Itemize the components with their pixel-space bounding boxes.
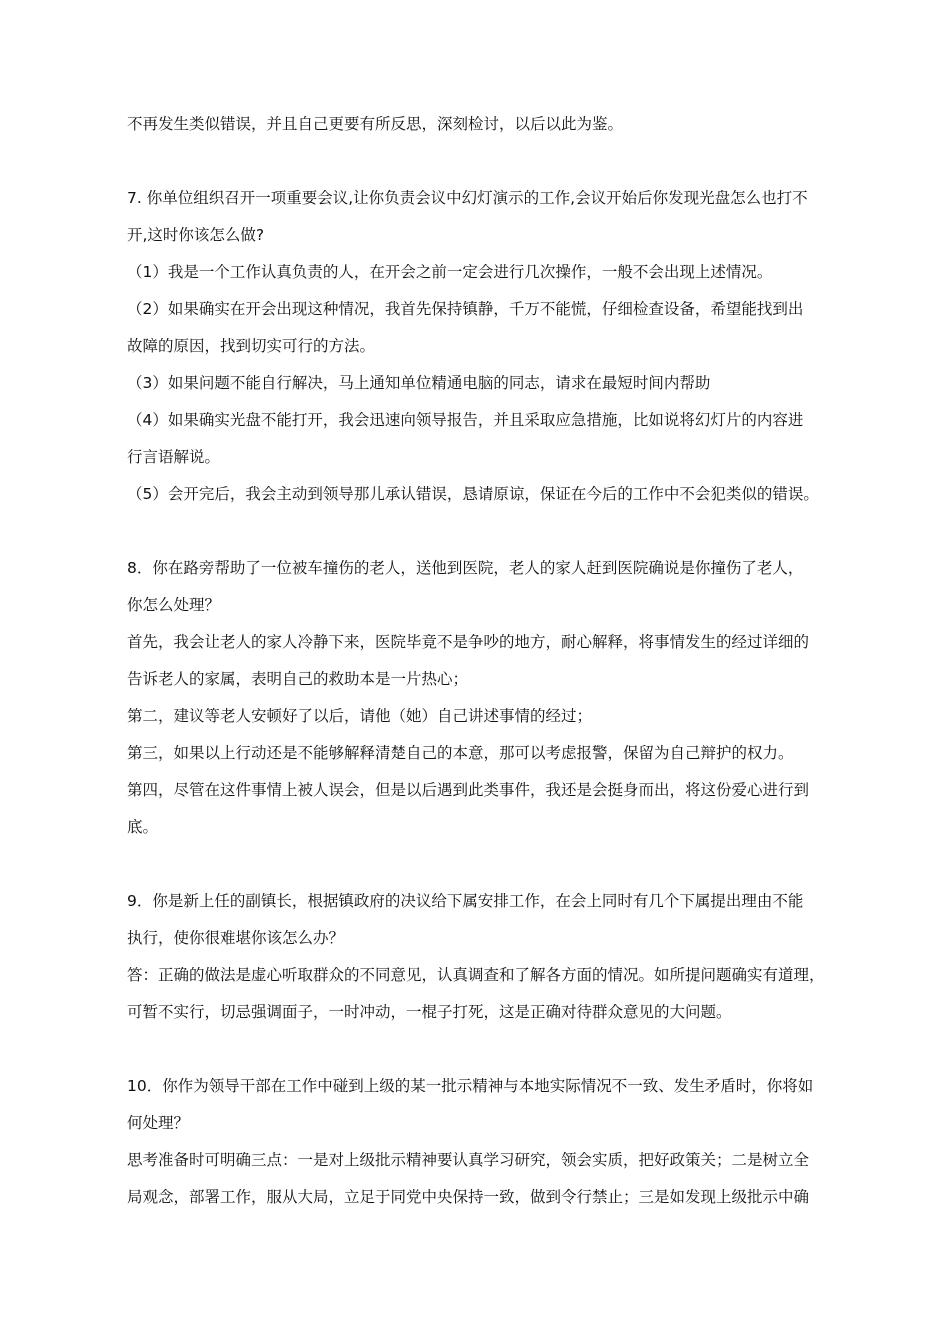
paragraph-gap <box>127 846 863 883</box>
question-line: 9．你是新上任的副镇长，根据镇政府的决议给下属安排工作，在会上同时有几个下属提出理由不能 <box>127 892 804 910</box>
question-line: 10．你作为领导干部在工作中碰到上级的某一批示精神与本地实际情况不一致、发生矛盾时，你将如 <box>127 1077 814 1095</box>
answer-line: 告诉老人的家属，表明自己的救助本是一片热心； <box>127 670 469 688</box>
section-question-7 <box>127 180 863 513</box>
question-line: 8．你在路旁帮助了一位被车撞伤的老人，送他到医院，老人的家人赶到医院确说是你撞伤了老人， <box>127 559 804 577</box>
answer-line: 局观念，部署工作，服从大局，立足于同党中央保持一致，做到令行禁止；三是如发现上级批示中确 <box>127 1188 810 1206</box>
section-question-10 <box>127 1068 863 1216</box>
question-line: 你怎么处理？ <box>127 596 221 614</box>
section-question-9 <box>127 883 863 1031</box>
answer-line: 底。 <box>127 818 159 836</box>
answer-line: 行言语解说。 <box>127 448 221 466</box>
answer-line: 首先，我会让老人的家人冷静下来，医院毕竟不是争吵的地方，耐心解释，将事情发生的经过详细的 <box>127 633 810 651</box>
paragraph-gap <box>127 1031 863 1068</box>
answer-line: （5）会开完后，我会主动到领导那儿承认错误，恳请原谅，保证在今后的工作中不会犯类似的错误。 <box>127 485 819 503</box>
section-question-8 <box>127 550 863 846</box>
text-line: 不再发生类似错误，并且自己更要有所反思，深刻检讨，以后以此为鉴。 <box>127 115 624 133</box>
answer-line: 可暂不实行，切忌强调面子，一时冲动，一棍子打死，这是正确对待群众意见的大问题。 <box>127 1003 732 1021</box>
answer-line: 第三，如果以上行动还是不能够解释清楚自己的本意，那可以考虑报警，保留为自己辩护的权力。 <box>127 744 794 762</box>
answer-line: 故障的原因，找到切实可行的方法。 <box>127 337 376 355</box>
section-intro <box>127 106 863 143</box>
answer-line: （3）如果问题不能自行解决，马上通知单位精通电脑的同志，请求在最短时间内帮助 <box>127 374 711 392</box>
answer-line: （4）如果确实光盘不能打开，我会迅速向领导报告，并且采取应急措施，比如说将幻灯片的内容进 <box>127 411 804 429</box>
answer-line: （1）我是一个工作认真负责的人，在开会之前一定会进行几次操作，一般不会出现上述情况。 <box>127 263 773 281</box>
question-line: 何处理？ <box>127 1114 190 1132</box>
question-line: 开,这时你该怎么做? <box>127 226 265 244</box>
answer-line: 思考准备时可明确三点：一是对上级批示精神要认真学习研究，领会实质，把好政策关；二是树立全 <box>127 1151 810 1169</box>
answer-line: （2）如果确实在开会出现这种情况，我首先保持镇静，千万不能慌，仔细检查设备，希望能找到出 <box>127 300 804 318</box>
answer-line: 答：正确的做法是虚心听取群众的不同意见，认真调查和了解各方面的情况。如所提问题确实有道理， <box>127 966 825 984</box>
paragraph-gap <box>127 143 863 180</box>
paragraph-gap <box>127 513 863 550</box>
question-line: 7. 你单位组织召开一项重要会议,让你负责会议中幻灯演示的工作,会议开始后你发现光盘怎么也打不 <box>127 189 808 207</box>
answer-line: 第四，尽管在这件事情上被人误会，但是以后遇到此类事件，我还是会挺身而出，将这份爱心进行到 <box>127 781 810 799</box>
answer-line: 第二，建议等老人安顿好了以后，请他（她）自己讲述事情的经过； <box>127 707 593 725</box>
question-line: 执行，使你很难堪你该怎么办？ <box>127 929 345 947</box>
document-body <box>127 106 863 1216</box>
